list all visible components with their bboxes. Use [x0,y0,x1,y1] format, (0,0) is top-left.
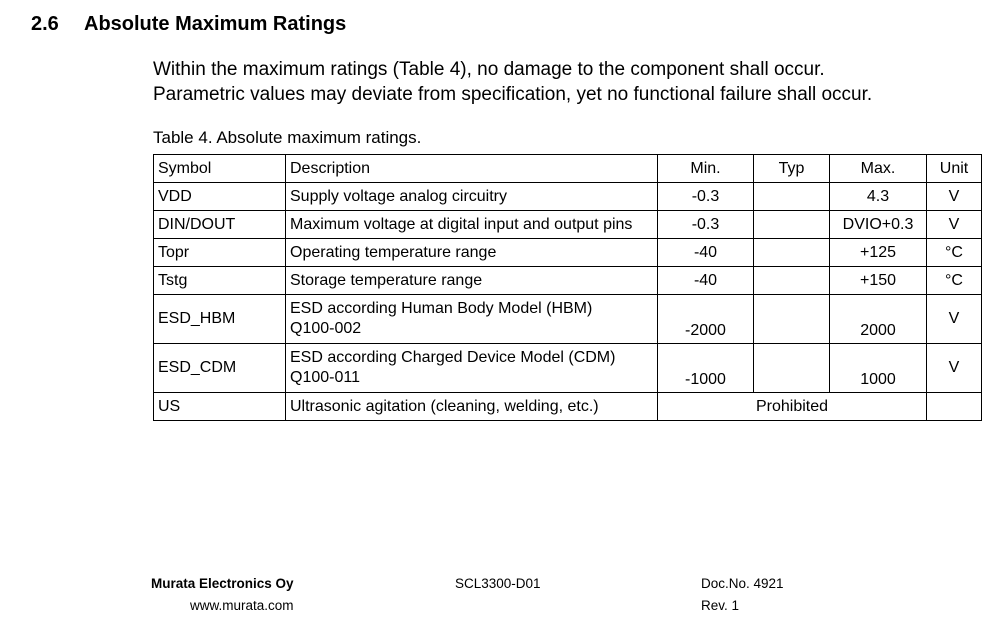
header-max: Max. [830,155,927,183]
cell-unit: V [927,211,982,239]
cell-max: 2000 [830,295,927,344]
cell-unit: V [927,344,982,393]
cell-symbol: US [154,393,286,421]
cell-max: DVIO+0.3 [830,211,927,239]
cell-description: Maximum voltage at digital input and output pins [286,211,658,239]
cell-max: +150 [830,267,927,295]
cell-symbol: Tstg [154,267,286,295]
cell-typ [754,239,830,267]
cell-max: +125 [830,239,927,267]
section-number: 2.6 [31,13,59,35]
cell-typ [754,183,830,211]
footer-company: Murata Electronics Oy [151,576,294,591]
cell-unit: °C [927,239,982,267]
cell-symbol: VDD [154,183,286,211]
table-row [154,239,982,267]
cell-description: Ultrasonic agitation (cleaning, welding, etc.) [286,393,658,421]
cell-unit: V [927,295,982,344]
header-description: Description [286,155,658,183]
section-heading [31,11,346,37]
table-row [154,393,982,421]
cell-unit [927,393,982,421]
cell-min: -40 [658,267,754,295]
cell-symbol: DIN/DOUT [154,211,286,239]
ratings-table [153,154,982,421]
intro-line-2: Parametric values may deviate from specification, yet no functional failure shall occur. [153,83,873,105]
header-symbol: Symbol [154,155,286,183]
cell-min: -1000 [658,344,754,393]
cell-typ [754,267,830,295]
header-unit: Unit [927,155,982,183]
cell-symbol: ESD_HBM [154,295,286,344]
cell-typ [754,344,830,393]
cell-typ [754,211,830,239]
intro-line-1: Within the maximum ratings (Table 4), no damage to the component shall occur. [153,59,825,80]
cell-min: -40 [658,239,754,267]
description-line-1: ESD according Human Body Model (HBM) [290,300,593,317]
table-caption: Table 4. Absolute maximum ratings. [153,128,422,147]
table-row [154,344,982,393]
cell-symbol: ESD_CDM [154,344,286,393]
table-row [154,211,982,239]
table-header-row [154,155,982,183]
header-min: Min. [658,155,754,183]
cell-max: 1000 [830,344,927,393]
description-line-1: ESD according Charged Device Model (CDM) [290,349,616,366]
cell-prohibited: Prohibited [658,393,927,421]
cell-description: Storage temperature range [286,267,658,295]
footer-doc-number: Doc.No. 4921 [701,576,784,591]
section-title: Absolute Maximum Ratings [84,13,347,35]
cell-min: -0.3 [658,183,754,211]
cell-symbol: Topr [154,239,286,267]
table-row [154,183,982,211]
cell-description: Supply voltage analog circuitry [286,183,658,211]
footer-model: SCL3300-D01 [455,576,541,591]
cell-unit: °C [927,267,982,295]
description-line-2: Q100-011 [290,369,360,386]
intro-paragraph [153,58,963,107]
footer-revision: Rev. 1 [701,598,740,613]
cell-min: -0.3 [658,211,754,239]
cell-typ [754,295,830,344]
table-row [154,295,982,344]
description-line-2: Q100-002 [290,320,362,337]
cell-description [286,344,658,393]
table-row [154,267,982,295]
footer-website: www.murata.com [190,598,294,613]
header-typ: Typ [754,155,830,183]
cell-description [286,295,658,344]
cell-description: Operating temperature range [286,239,658,267]
cell-unit: V [927,183,982,211]
cell-max: 4.3 [830,183,927,211]
cell-min: -2000 [658,295,754,344]
